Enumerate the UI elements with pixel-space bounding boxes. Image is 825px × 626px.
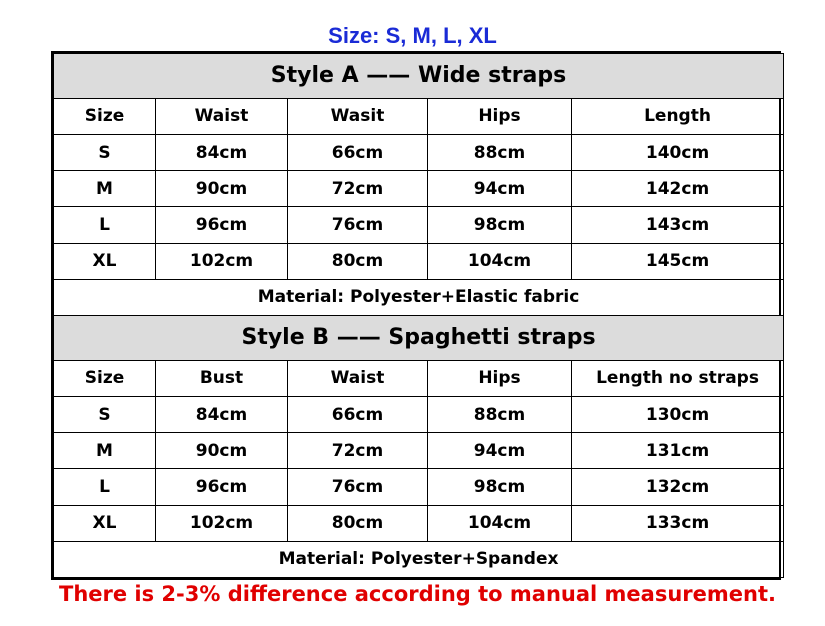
style-a-header-row [54, 54, 784, 99]
table-cell: 133cm [572, 505, 784, 541]
style-a-title: Style A —— Wide straps [54, 54, 784, 99]
size-chart [51, 51, 781, 580]
table-cell: 104cm [428, 505, 572, 541]
table-cell: 90cm [156, 171, 288, 207]
column-header: Wasit [288, 98, 428, 134]
table-cell: 72cm [288, 171, 428, 207]
table-row [54, 171, 784, 207]
table-row [54, 135, 784, 171]
style-b-material: Material: Polyester+Spandex [54, 541, 784, 577]
table-cell: 96cm [156, 207, 288, 243]
measurement-note: There is 2-3% difference according to manual measurement. [59, 582, 776, 606]
style-b-header-row [54, 315, 784, 360]
table-cell: 98cm [428, 207, 572, 243]
column-header: Length no straps [572, 360, 784, 396]
column-header: Waist [288, 360, 428, 396]
table-cell: 98cm [428, 469, 572, 505]
column-header: Bust [156, 360, 288, 396]
table-cell: 143cm [572, 207, 784, 243]
table-row [54, 243, 784, 279]
table-cell: XL [54, 243, 156, 279]
table-cell: 76cm [288, 207, 428, 243]
table-cell: S [54, 135, 156, 171]
table-cell: 88cm [428, 396, 572, 432]
table-cell: 84cm [156, 396, 288, 432]
size-table [53, 53, 784, 578]
table-cell: 130cm [572, 396, 784, 432]
table-row [54, 505, 784, 541]
table-cell: L [54, 469, 156, 505]
sizes-title: Size: S, M, L, XL [328, 23, 497, 48]
column-header: Length [572, 98, 784, 134]
table-row [54, 433, 784, 469]
column-header: Waist [156, 98, 288, 134]
column-header: Hips [428, 360, 572, 396]
table-cell: 66cm [288, 396, 428, 432]
table-cell: 84cm [156, 135, 288, 171]
table-cell: 66cm [288, 135, 428, 171]
table-cell: 76cm [288, 469, 428, 505]
table-cell: 96cm [156, 469, 288, 505]
style-b-material-row [54, 541, 784, 577]
table-cell: 80cm [288, 243, 428, 279]
style-a-material-row [54, 279, 784, 315]
style-b-title: Style B —— Spaghetti straps [54, 315, 784, 360]
column-header: Size [54, 360, 156, 396]
table-cell: 90cm [156, 433, 288, 469]
table-cell: 102cm [156, 505, 288, 541]
table-row [54, 469, 784, 505]
table-cell: 142cm [572, 171, 784, 207]
table-cell: S [54, 396, 156, 432]
table-row [54, 396, 784, 432]
table-cell: 131cm [572, 433, 784, 469]
table-cell: XL [54, 505, 156, 541]
table-cell: 145cm [572, 243, 784, 279]
table-cell: 140cm [572, 135, 784, 171]
table-cell: 94cm [428, 433, 572, 469]
table-cell: 132cm [572, 469, 784, 505]
column-header: Hips [428, 98, 572, 134]
table-cell: 72cm [288, 433, 428, 469]
column-header: Size [54, 98, 156, 134]
style-a-column-header-row [54, 98, 784, 134]
table-cell: 102cm [156, 243, 288, 279]
table-cell: M [54, 171, 156, 207]
style-b-column-header-row [54, 360, 784, 396]
table-cell: 104cm [428, 243, 572, 279]
table-cell: 88cm [428, 135, 572, 171]
style-a-material: Material: Polyester+Elastic fabric [54, 279, 784, 315]
table-cell: 94cm [428, 171, 572, 207]
table-cell: 80cm [288, 505, 428, 541]
table-row [54, 207, 784, 243]
table-cell: L [54, 207, 156, 243]
table-cell: M [54, 433, 156, 469]
